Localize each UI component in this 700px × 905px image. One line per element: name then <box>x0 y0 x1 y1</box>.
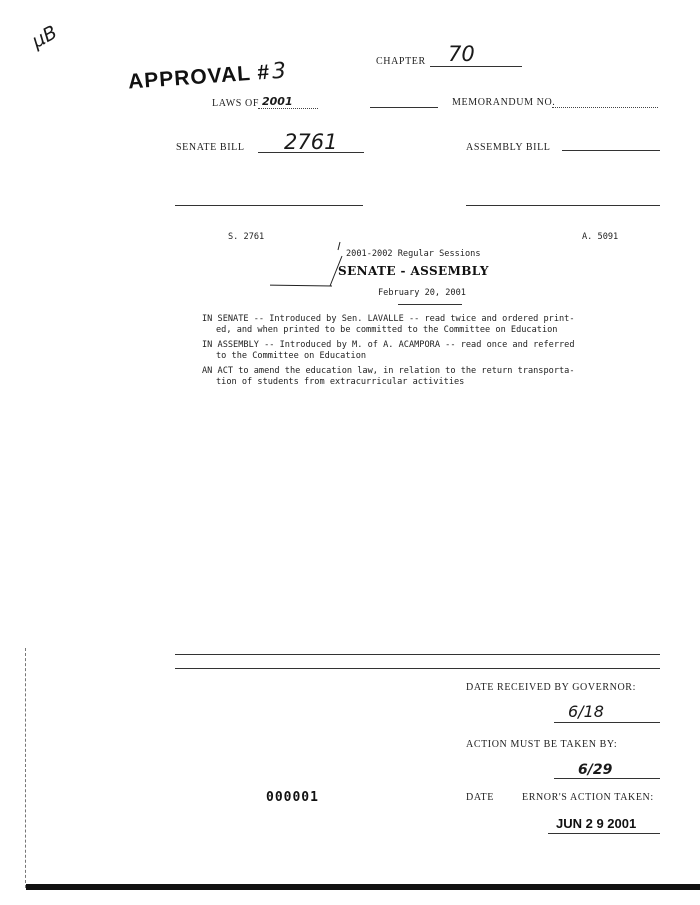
chapter-value: 70 <box>448 42 475 66</box>
action-taken-line <box>548 833 660 834</box>
memorandum-line <box>552 107 658 108</box>
memorandum-label: MEMORANDUM NO. <box>452 97 556 108</box>
corner-initials: µB <box>28 21 61 53</box>
act-text-line-2: tion of students from extracurricular activities <box>216 376 465 387</box>
scan-left-edge <box>25 648 27 888</box>
date-received-value: 6/18 <box>568 702 604 721</box>
action-by-value: 6/29 <box>578 762 613 778</box>
action-taken-label-right: ERNOR'S ACTION TAKEN: <box>522 792 654 803</box>
senate-intro <box>202 314 657 335</box>
approval-stamp <box>127 58 288 94</box>
separator-right <box>466 205 660 206</box>
assembly-intro-line-2: to the Committee on Education <box>216 350 367 361</box>
assembly-intro-line-1: IN ASSEMBLY -- Introduced by M. of A. ACAMPORA -- read once and referred <box>202 340 575 350</box>
senate-number: S. 2761 <box>228 232 265 242</box>
laws-value: 2001 <box>262 95 293 108</box>
scan-bottom-border <box>26 884 700 890</box>
laws-underline <box>258 108 318 109</box>
action-by-line <box>554 778 660 779</box>
chapter-underline <box>430 66 522 67</box>
act-text-line-1: AN ACT to amend the education law, in relation to the return transporta- <box>202 366 575 376</box>
assembly-bill-label: ASSEMBLY BILL <box>466 142 551 153</box>
sessions-line: 2001-2002 Regular Sessions <box>346 249 481 259</box>
action-taken-label-left: DATE <box>466 792 494 803</box>
action-taken-stamp: JUN 2 9 2001 <box>556 816 637 831</box>
approval-number: 3 <box>271 58 288 85</box>
memorandum-left-line <box>370 107 438 108</box>
date-received-label: DATE RECEIVED BY GOVERNOR: <box>466 682 636 693</box>
act-text <box>202 366 657 387</box>
chamber-heading: SENATE - ASSEMBLY <box>338 264 489 278</box>
laws-label: LAWS OF <box>212 98 260 109</box>
senate-bill-label: SENATE BILL <box>176 142 245 153</box>
separator-left <box>175 205 363 206</box>
lower-rule-2 <box>175 668 660 669</box>
page-number: 000001 <box>266 790 319 805</box>
date-received-line <box>554 722 660 723</box>
approval-label: APPROVAL # <box>127 60 271 94</box>
assembly-intro <box>202 340 657 361</box>
senate-intro-line-2: ed, and when printed to be committed to the Committee on Education <box>216 324 558 335</box>
senate-intro-line-1: IN SENATE -- Introduced by Sen. LAVALLE -- read twice and ordered print- <box>202 314 575 324</box>
date-rule <box>398 304 462 305</box>
senate-bill-value: 2761 <box>284 130 338 154</box>
bill-date: February 20, 2001 <box>378 288 466 298</box>
action-by-label: ACTION MUST BE TAKEN BY: <box>466 739 618 750</box>
lower-rule-1 <box>175 654 660 655</box>
assembly-number: A. 5091 <box>582 232 619 242</box>
chapter-label: CHAPTER <box>376 56 426 67</box>
assembly-bill-underline <box>562 150 660 151</box>
